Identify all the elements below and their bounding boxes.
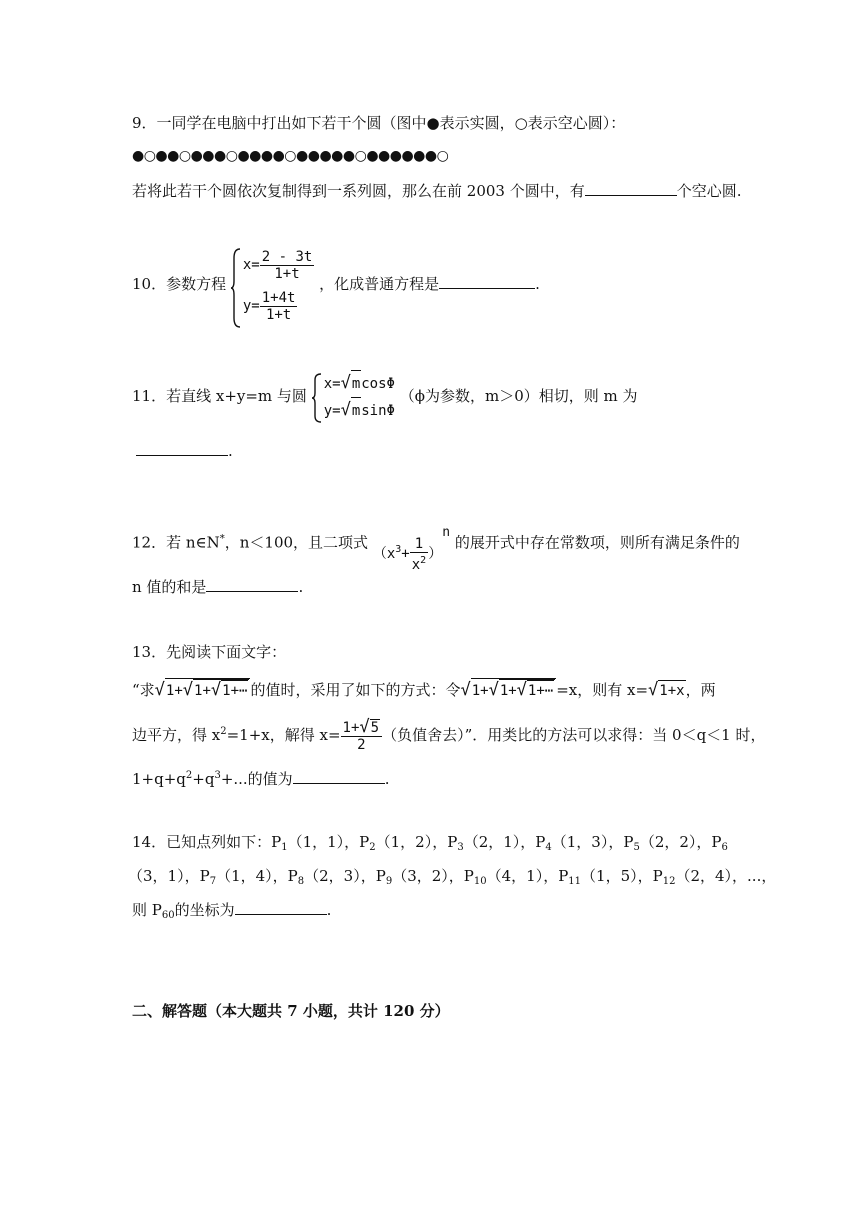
q11-y-radicand: m xyxy=(351,397,361,424)
section-2-heading: 二、解答题（本大题共 7 小题，共计 120 分） xyxy=(132,1002,450,1020)
q13-radicand-2b xyxy=(499,679,555,701)
left-brace-icon xyxy=(312,373,322,423)
q13-intro: 13．先阅读下面文字： xyxy=(132,643,287,661)
q14-end: . xyxy=(326,901,332,919)
q14-l1-0: 14．已知点列如下：P xyxy=(132,833,282,851)
q12-frac-den-exp: 2 xyxy=(420,554,427,566)
q13-nested-radical xyxy=(154,680,251,700)
q10-y-equation xyxy=(243,285,314,326)
sqrt-icon: √ xyxy=(359,717,370,737)
q13-frac-num-b: 5 xyxy=(370,720,380,736)
q13-golden-fraction xyxy=(341,719,383,753)
q9-question-text: 若将此若干个圆依次复制得到一系列圆，那么在前 2003 个圆中，有 xyxy=(132,182,585,200)
q13-sqrt-x xyxy=(648,680,686,700)
q14-l2-10: （1，5），P xyxy=(581,867,663,885)
q13-l2b: 的值时，采用了如下的方式：令 xyxy=(250,681,461,699)
q11-y-lhs: y= xyxy=(323,403,341,419)
q12-fraction xyxy=(410,536,428,573)
q14-l1-10: （2，2），P xyxy=(639,833,722,851)
q13-l2d: ，两 xyxy=(685,681,716,699)
q12-suffix: 的展开式中存在常数项，则所有满足条件的 xyxy=(454,533,740,552)
q10-y-fraction xyxy=(260,290,298,323)
left-brace-icon xyxy=(231,248,241,328)
q12-answer-blank[interactable] xyxy=(206,577,298,592)
q13-frac-num xyxy=(341,719,383,736)
q10-answer-blank[interactable] xyxy=(439,274,535,289)
q14-l1-7: 4 xyxy=(545,842,552,853)
q13-l3a: 边平方，得 x xyxy=(132,726,221,744)
q13-l4b: +q xyxy=(192,770,215,788)
q14-l2-9: 11 xyxy=(568,876,582,887)
q12-mid: ，n＜100，且二项式 xyxy=(224,533,369,552)
q13-radicand-2b-text: 1+ xyxy=(499,683,517,699)
q13-line3 xyxy=(132,712,766,752)
q13-radicand-1 xyxy=(165,678,251,701)
q11-statement xyxy=(132,368,638,424)
q10-parametric-system xyxy=(231,244,314,326)
q10-y-denominator: 1+t xyxy=(260,306,298,323)
q14-l1-2: （1，1），P xyxy=(287,833,370,851)
q11-end: . xyxy=(228,442,233,460)
q13-l4a: 1+q+q xyxy=(132,770,186,788)
q10-x-numerator: 2 - 3t xyxy=(261,248,313,265)
q11-x-phi: Φ xyxy=(386,376,395,392)
q13-l2a: “求 xyxy=(132,681,155,699)
q14-l2-6: （3，2），P xyxy=(392,867,474,885)
q9-question-end: 个空心圆. xyxy=(676,182,742,200)
sqrt-icon: √ xyxy=(154,680,165,700)
q12-expr-exp: 3 xyxy=(395,544,402,555)
q14-l2-0: （3，1），P xyxy=(128,867,210,885)
q10-x-denominator: 1+t xyxy=(260,265,315,282)
q11-x-func: cos xyxy=(361,376,387,392)
q14-l1-4: （1，2），P xyxy=(375,833,458,851)
q14-l2-7: 10 xyxy=(473,876,487,887)
q10-end: . xyxy=(535,275,540,293)
q13-frac-den: 2 xyxy=(341,736,383,753)
q12-star: * xyxy=(219,533,225,545)
q10-y-numerator: 1+4t xyxy=(261,289,296,306)
q14-l3-sub: 60 xyxy=(161,910,175,921)
q14-l2-8: （4，1），P xyxy=(486,867,569,885)
sqrt-icon: √ xyxy=(340,373,351,393)
q14-l2-1: 7 xyxy=(209,876,217,887)
q14-l3a: 则 P xyxy=(132,901,162,919)
q10-statement xyxy=(132,240,540,328)
q12-expr-close: ） xyxy=(428,546,443,562)
q13-l3b: =1+x，解得 x= xyxy=(226,726,341,744)
q13-radicand-3: 1+⋯ xyxy=(221,680,248,701)
q14-l1-3: 2 xyxy=(369,842,376,853)
q13-radicand-1-text: 1+ xyxy=(165,683,183,699)
q13-radicand-1b-text: 1+ xyxy=(471,683,489,699)
q12-line2 xyxy=(132,577,303,597)
q12-expr-open: （x xyxy=(372,546,396,562)
sqrt-icon: √ xyxy=(210,680,222,700)
q13-exp3: 3 xyxy=(214,770,221,781)
q11-y-func: sin xyxy=(361,403,387,419)
q13-radicand-2 xyxy=(193,679,249,701)
q12-frac-den xyxy=(410,552,428,573)
q10-prefix: 10．参数方程 xyxy=(132,275,227,293)
q14-l2-4: （2，3），P xyxy=(304,867,386,885)
q14-line1 xyxy=(132,832,728,858)
q13-radicand-2-text: 1+ xyxy=(194,683,211,699)
q12-expr-plus: + xyxy=(401,546,410,562)
q11-y-phi: Φ xyxy=(386,403,395,419)
q13-line2 xyxy=(132,678,716,701)
q10-x-lhs: x= xyxy=(242,257,260,273)
q13-frac-num-a: 1+ xyxy=(342,720,360,736)
q11-x-equation xyxy=(324,370,395,397)
q11-answer-line xyxy=(136,441,233,461)
q9-question xyxy=(132,181,742,201)
q10-x-equation xyxy=(243,244,314,285)
q13-sq: 2 xyxy=(220,726,227,737)
q14-l1-6: （2，1），P xyxy=(463,833,546,851)
q14-line3 xyxy=(132,900,331,926)
q13-sqrt-x-radicand: 1+x xyxy=(658,680,685,701)
q14-line2 xyxy=(128,866,776,892)
sqrt-icon: √ xyxy=(340,400,351,420)
q12-line2-text: n 值的和是 xyxy=(132,578,207,596)
q13-line4 xyxy=(132,766,389,789)
q11-x-radicand: m xyxy=(351,370,361,397)
sqrt-icon: √ xyxy=(516,680,527,700)
q12-binomial xyxy=(373,508,450,579)
q14-l2-3: 8 xyxy=(297,876,305,887)
sqrt-icon: √ xyxy=(182,680,194,700)
q10-suffix: ，化成普通方程是 xyxy=(319,275,440,293)
q14-l2-5: 9 xyxy=(385,876,393,887)
q13-answer-blank[interactable] xyxy=(293,769,385,784)
sqrt-icon: √ xyxy=(460,680,471,700)
q14-l2-11: 12 xyxy=(662,876,676,887)
q13-exp2: 2 xyxy=(185,770,193,781)
q11-circle-system xyxy=(312,370,395,424)
q14-l1-9: 5 xyxy=(633,842,640,853)
q13-l4c: +...的值为 xyxy=(220,770,293,788)
q13-radicand-3b: 1+⋯ xyxy=(527,680,554,701)
q9-circle-sequence: ●○●●○●●●○●●●●○●●●●●○●●●●●●○ xyxy=(132,148,449,164)
q11-suffix: （ϕ为参数，m＞0）相切，则 m 为 xyxy=(399,387,638,405)
q9-answer-blank[interactable] xyxy=(585,181,677,196)
q14-l2-2: （1，4），P xyxy=(216,867,298,885)
q11-x-lhs: x= xyxy=(323,376,341,392)
q14-l2-12: （2，4），...， xyxy=(675,867,777,885)
q10-y-lhs: y= xyxy=(242,298,260,314)
q12-statement xyxy=(132,508,740,573)
q12-frac-den-base: x xyxy=(411,556,421,573)
q12-power: n xyxy=(442,525,451,540)
sqrt-icon: √ xyxy=(648,680,659,700)
q13-radicand-1b xyxy=(471,678,557,701)
q10-x-fraction xyxy=(260,249,315,282)
q14-l1-1: 1 xyxy=(281,842,288,853)
sqrt-icon: √ xyxy=(488,680,499,700)
q12-end: . xyxy=(298,578,304,596)
q12-prefix: 12．若 n∈N xyxy=(132,533,220,552)
q14-l1-8: （1，3），P xyxy=(551,833,634,851)
q13-l2c: =x，则有 x= xyxy=(556,681,649,699)
q13-end: . xyxy=(384,770,390,788)
q11-y-equation xyxy=(324,397,395,424)
q12-frac-num: 1 xyxy=(414,535,424,552)
q13-l3c: （负值舍去）”．用类比的方法可以求得：当 0＜q＜1 时， xyxy=(382,726,766,744)
q11-answer-blank[interactable] xyxy=(136,441,228,456)
q13-nested-radical-2 xyxy=(460,680,556,700)
q11-prefix: 11．若直线 x+y=m 与圆 xyxy=(132,387,307,405)
q14-l1-11: 6 xyxy=(721,842,728,853)
q14-l3b: 的坐标为 xyxy=(174,901,235,919)
q14-l1-5: 3 xyxy=(457,842,464,853)
q14-answer-blank[interactable] xyxy=(235,900,327,915)
q9-statement: 9．一同学在电脑中打出如下若干个圆（图中●表示实圆，○表示空心圆）： xyxy=(132,114,626,132)
